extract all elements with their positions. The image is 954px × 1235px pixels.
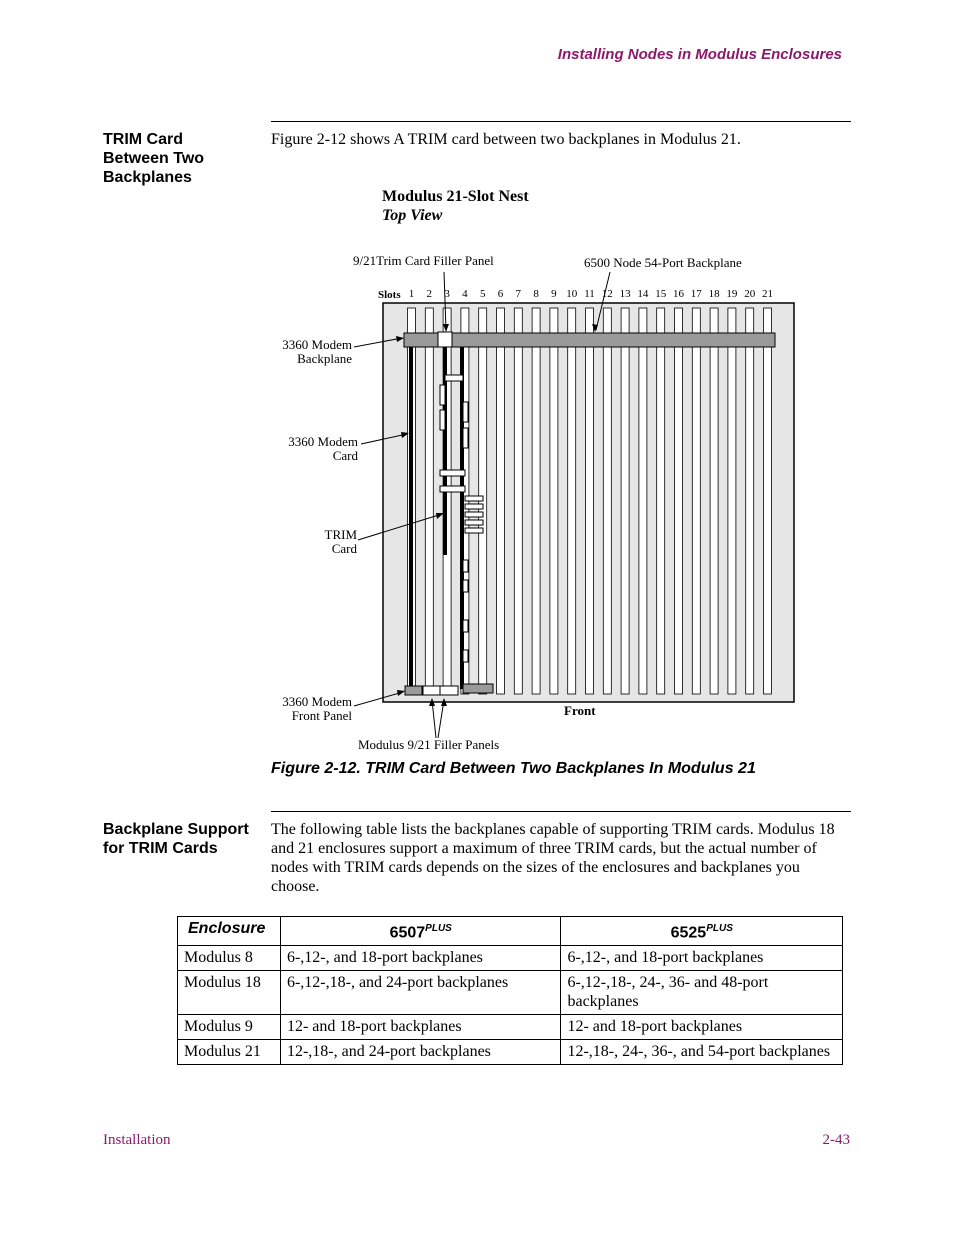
trim-component bbox=[463, 580, 468, 592]
slot-bar bbox=[657, 308, 665, 694]
section-rule-2 bbox=[271, 811, 851, 812]
slot-bar bbox=[621, 308, 629, 694]
slot-bar bbox=[746, 308, 754, 694]
trim-filler-panel bbox=[438, 332, 452, 347]
figure-caption: Figure 2-12. TRIM Card Between Two Backplanes In Modulus 21 bbox=[271, 760, 756, 777]
table-row bbox=[178, 971, 843, 1015]
footer-section: Installation bbox=[103, 1132, 171, 1148]
section-body-backplane-support: The following table lists the backplanes capable of supporting TRIM cards. Modulus 18 and 21 enclosures support a maximum of three TRIM cards, but the actual number of nodes with TRIM cards depends on the sizes of the enclosures and backplanes you choose. bbox=[271, 821, 835, 895]
cell-6525: 6-,12-,18-, 24-, 36- and 48-port backplanes bbox=[561, 971, 843, 1015]
cell-6507: 6-,12-,18-, and 24-port backplanes bbox=[280, 971, 561, 1015]
slot-number: 13 bbox=[619, 288, 631, 300]
slot-number: 10 bbox=[566, 288, 578, 300]
slot-number: 9 bbox=[551, 288, 557, 300]
label-modem-card-1: 3360 Modem bbox=[288, 434, 358, 449]
slot-number: 4 bbox=[462, 288, 468, 300]
slot-number: 7 bbox=[515, 288, 522, 300]
backplane-table bbox=[177, 916, 843, 1065]
cell-enclosure: Modulus 21 bbox=[178, 1040, 281, 1065]
slot-bar bbox=[603, 308, 611, 694]
trim-front-panel bbox=[463, 684, 493, 693]
trim-component bbox=[440, 385, 445, 405]
slot-number: 16 bbox=[673, 288, 684, 300]
header-6525-sup: PLUS bbox=[706, 923, 733, 934]
slot-number: 5 bbox=[479, 288, 486, 300]
figure-title: Modulus 21-Slot Nest bbox=[382, 188, 529, 205]
header-6525-label: 6525 bbox=[670, 924, 707, 942]
slot-number: 15 bbox=[655, 288, 667, 300]
label-front-panel-2: Front Panel bbox=[291, 708, 352, 723]
label-front-panel-1: 3360 Modem bbox=[282, 694, 352, 709]
trim-component bbox=[463, 560, 468, 572]
footer-page-number: 2-43 bbox=[822, 1132, 850, 1148]
cell-6507: 12-,18-, and 24-port backplanes bbox=[280, 1040, 561, 1065]
table-row bbox=[178, 1040, 843, 1065]
header-enclosure: Enclosure bbox=[178, 917, 281, 946]
trim-slot-card bbox=[460, 347, 464, 689]
slot-bar bbox=[550, 308, 558, 694]
section-heading-backplane-support: Backplane Support for TRIM Cards bbox=[103, 821, 249, 857]
slot-number: 3 bbox=[444, 288, 450, 300]
slot-bar bbox=[692, 308, 700, 694]
running-head: Installing Nodes in Modulus Enclosures bbox=[557, 46, 842, 63]
label-trim-card-2: Card bbox=[331, 541, 357, 556]
label-modem-backplane-2: Backplane bbox=[297, 351, 352, 366]
slot-number: 2 bbox=[426, 288, 433, 300]
trim-connector-top bbox=[445, 375, 463, 381]
slot-bar bbox=[568, 308, 576, 694]
header-6507-label: 6507 bbox=[389, 924, 426, 942]
cell-6525: 6-,12-, and 18-port backplanes bbox=[561, 946, 843, 971]
slot-bar bbox=[586, 308, 594, 694]
label-filler-panels: Modulus 9/21 Filler Panels bbox=[358, 737, 500, 752]
slot-number: 20 bbox=[744, 288, 756, 300]
slot-number: 21 bbox=[762, 288, 773, 300]
slot-number: 1 bbox=[408, 288, 415, 300]
filler-panel-2 bbox=[440, 686, 458, 695]
slot-number: 14 bbox=[637, 288, 649, 300]
label-node-backplane: 6500 Node 54-Port Backplane bbox=[584, 255, 742, 270]
slot-number: 19 bbox=[726, 288, 738, 300]
slot-bar bbox=[497, 308, 505, 694]
trim-component bbox=[463, 428, 468, 448]
slot-bar bbox=[710, 308, 718, 694]
table-row bbox=[178, 946, 843, 971]
cell-enclosure: Modulus 18 bbox=[178, 971, 281, 1015]
label-modem-backplane-1: 3360 Modem bbox=[282, 337, 352, 352]
cell-6507: 6-,12-, and 18-port backplanes bbox=[280, 946, 561, 971]
trim-component bbox=[463, 650, 468, 662]
slot-number: 12 bbox=[601, 288, 613, 300]
modem-card bbox=[409, 347, 413, 689]
trim-component bbox=[463, 620, 468, 632]
header-6507-sup: PLUS bbox=[425, 923, 452, 934]
label-trim-card-1: TRIM bbox=[324, 527, 357, 542]
slot-bar bbox=[514, 308, 522, 694]
figure-subtitle: Top View bbox=[382, 207, 443, 224]
label-filler-panel: 9/21Trim Card Filler Panel bbox=[353, 253, 494, 268]
slot-numbers bbox=[409, 288, 773, 300]
cell-6525: 12- and 18-port backplanes bbox=[561, 1015, 843, 1040]
slot-bar bbox=[425, 308, 433, 694]
slot-number: 6 bbox=[497, 288, 504, 300]
slot-number: 18 bbox=[708, 288, 720, 300]
section-body-trim-card: Figure 2-12 shows A TRIM card between two backplanes in Modulus 21. bbox=[271, 131, 741, 148]
header-6507 bbox=[280, 917, 561, 946]
label-front: Front bbox=[564, 703, 596, 718]
slot-bar bbox=[639, 308, 647, 694]
cell-enclosure: Modulus 9 bbox=[178, 1015, 281, 1040]
slot-bar bbox=[675, 308, 683, 694]
slot-bar bbox=[532, 308, 540, 694]
table-header-row bbox=[178, 917, 843, 946]
slot-bar bbox=[728, 308, 736, 694]
table-row bbox=[178, 1015, 843, 1040]
header-6525 bbox=[561, 917, 843, 946]
slot-bar bbox=[764, 308, 772, 694]
slot-number: 11 bbox=[584, 288, 595, 300]
trim-component bbox=[440, 410, 445, 430]
section-heading-trim-card: TRIM Card Between Two Backplanes bbox=[103, 131, 205, 186]
trim-connector-mid bbox=[440, 470, 465, 476]
node-backplane-bar bbox=[404, 333, 775, 347]
label-modem-card-2: Card bbox=[332, 448, 358, 463]
trim-component bbox=[463, 402, 468, 422]
trim-connector-mid bbox=[440, 486, 465, 492]
cell-6507: 12- and 18-port backplanes bbox=[280, 1015, 561, 1040]
cell-enclosure: Modulus 8 bbox=[178, 946, 281, 971]
label-slots: Slots bbox=[378, 289, 401, 301]
slot-number: 17 bbox=[690, 288, 702, 300]
cell-6525: 12-,18-, 24-, 36-, and 54-port backplanes bbox=[561, 1040, 843, 1065]
slot-number: 8 bbox=[533, 288, 539, 300]
filler-panel-1 bbox=[423, 686, 440, 695]
modem-front-panel bbox=[405, 686, 422, 695]
